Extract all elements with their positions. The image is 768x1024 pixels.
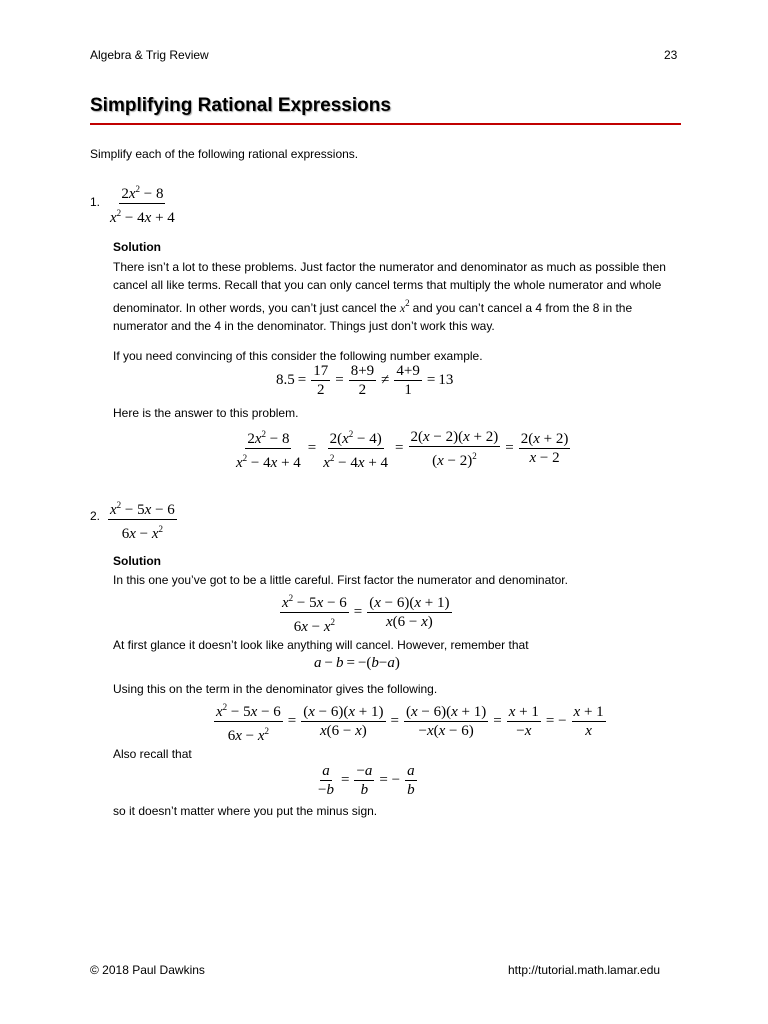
- title-rule: [90, 123, 681, 125]
- problem-1-text-b: If you need convincing of this consider the following number example.: [113, 349, 483, 363]
- problem-2-text-c: Using this on the term in the denominator gives the following.: [113, 682, 438, 696]
- problem-2-solution-label: Solution: [113, 554, 161, 568]
- page-number: 23: [664, 48, 678, 62]
- problem-1-answer-equation: $\frac{2x^2 - 8}{x^2 - 4x + 4}$ = $\frac{2(x^2 - 4)}{x^2 - 4x + 4}$ = $\frac{2(x - 2)(x + 2)}{(x - 2)^2}$ = $\frac{2(x + 2)}{x - 2}$: [232, 425, 572, 472]
- footer-url[interactable]: http://tutorial.math.lamar.edu: [508, 963, 661, 977]
- problem-2-text-e: so it doesn’t matter where you put the minus sign.: [113, 804, 378, 818]
- problem-1-number: 1.: [90, 195, 101, 209]
- problem-1-text-c: Here is the answer to this problem.: [113, 406, 299, 420]
- problem-2-text-a: In this one you’ve got to be a little careful. First factor the numerator and denominator.: [113, 573, 568, 587]
- problem-1-expression: $\frac{2x^2 - 8}{x^2 - 4x + 4}$: [106, 180, 179, 227]
- running-header-title: Algebra & Trig Review: [90, 48, 209, 62]
- footer-copyright: © 2018 Paul Dawkins: [90, 963, 205, 977]
- problem-1-text-a-mid: and you can’t cancel a 4 from the 8 in the numerator and the 4 in the denominator. Things just don’t work this way.: [113, 301, 633, 333]
- problem-1-solution-label: Solution: [113, 240, 161, 254]
- problem-2-number: 2.: [90, 509, 101, 523]
- problem-2-text-d: Also recall that: [113, 747, 192, 761]
- minus-sign-equation: $\frac{a}{-b}$ = $\frac{-a}{b}$ = − $\frac{a}{b}$: [318, 763, 415, 798]
- problem-2-factor-equation: $\frac{x^2 - 5x - 6}{6x - x^2}$ = $\frac{(x - 6)(x + 1)}{x(6 - x)}$: [278, 589, 454, 636]
- problem-2-simplify-equation: $\frac{x^2 - 5x - 6}{6x - x^2}$ = $\frac{(x - 6)(x + 1)}{x(6 - x)}$ = $\frac{(x - 6)(x + 1)}{-x(x - 6)}$ = $\frac{x + 1}{-x}$ = − $\frac{x + 1}{x}$: [212, 698, 608, 745]
- problem-2-text-b: At first glance it doesn’t look like anything will cancel. However, remember that: [113, 638, 529, 652]
- problem-1-paragraph: There isn’t a lot to these problems. Just factor the numerator and denominator as much as possible then cancel all like terms. Recall that you can only cancel terms that multiply the whole numerator and whole denominator. In other words, you can’t just cancel the $x^2$ and you can’t cancel a 4 from the 8 in the numerator and the 4 in the denominator. Things just don’t work this way.: [113, 260, 666, 333]
- identity-equation: a − b = −( b − a ): [314, 655, 400, 671]
- intro-text: Simplify each of the following rational expressions.: [90, 147, 359, 161]
- section-title: Simplifying Rational Expressions: [90, 95, 391, 116]
- problem-2-expression: $\frac{x^2 - 5x - 6}{6x - x^2}$: [106, 496, 179, 543]
- number-example-equation: 8.5 = $\frac{17}{2}$ = $\frac{8+9}{2}$ ≠ $\frac{4+9}{1}$ = 13: [276, 363, 454, 398]
- problem-1-text-a: There isn’t a lot to these problems. Just factor the numerator and denominator as much as possible then cancel all like terms. Recall that you can only cancel terms that multiply the whole numerator and whole denominator. In other words, you can’t just cancel the: [113, 260, 666, 315]
